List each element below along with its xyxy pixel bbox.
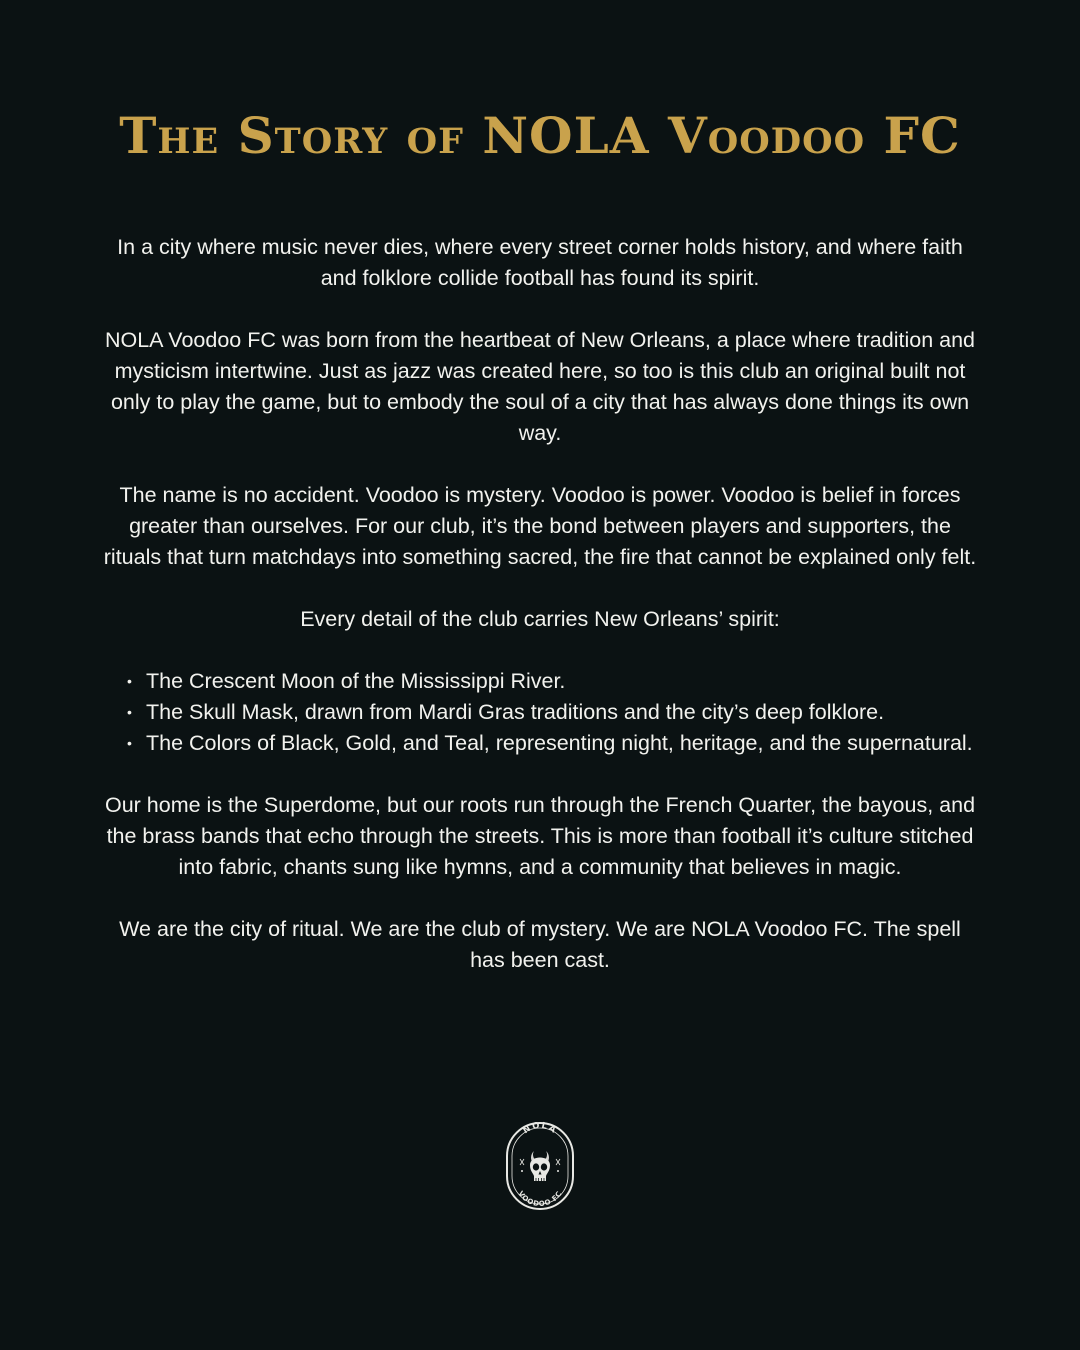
crest-top-text: NOLA: [521, 1121, 559, 1137]
origin-paragraph: NOLA Voodoo FC was born from the heartbeat of New Orleans, a place where tradition and mysticism intertwine. Just as jazz was created here, so too is this club an original built not only to play the game, but to embody the soul of a city that has always done things its own way.: [104, 328, 976, 445]
bullet-icon: •: [127, 735, 132, 751]
list-item-text: The Crescent Moon of the Mississippi River.: [146, 669, 566, 693]
club-crest: [505, 1121, 575, 1211]
list-item: [127, 697, 980, 728]
details-intro-paragraph: Every detail of the club carries New Orleans’ spirit:: [300, 607, 780, 631]
name-paragraph: The name is no accident. Voodoo is mystery. Voodoo is power. Voodoo is belief in forces greater than ourselves. For our club, it’s the bond between players and supporters, the rituals that turn matchdays into something sacred, the fire that cannot be explained only felt.: [103, 483, 977, 569]
closing-paragraph: We are the city of ritual. We are the club of mystery. We are NOLA Voodoo FC. The spell has been cast.: [119, 917, 961, 972]
list-item-text: The Colors of Black, Gold, and Teal, representing night, heritage, and the supernatural.: [146, 731, 973, 755]
page-title: The Story of NOLA Voodoo FC: [119, 106, 961, 165]
bullet-icon: •: [127, 704, 132, 720]
home-paragraph: Our home is the Superdome, but our roots run through the French Quarter, the bayous, and the brass bands that echo through the streets. This is more than football it’s culture stitched into fabric, chants sung like hymns, and a community that believes in magic.: [104, 793, 976, 879]
bullet-icon: •: [127, 673, 132, 689]
list-item: [127, 728, 980, 759]
skull-crest-icon: [505, 1121, 575, 1211]
list-item: [127, 666, 980, 697]
crest-bottom-text: VOODOO FC: [516, 1189, 564, 1209]
story-body: [100, 232, 980, 1007]
intro-paragraph: In a city where music never dies, where every street corner holds history, and where faith and folklore collide football has found its spirit.: [117, 235, 963, 290]
details-list: [100, 666, 980, 759]
list-item-text: The Skull Mask, drawn from Mardi Gras traditions and the city’s deep folklore.: [146, 700, 885, 724]
